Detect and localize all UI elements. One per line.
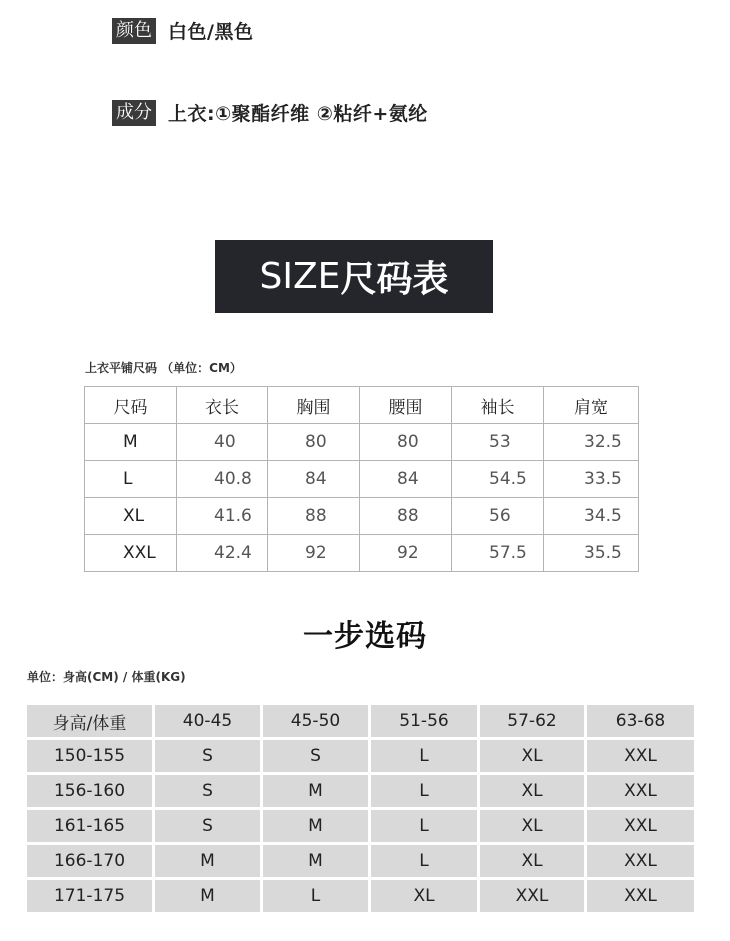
grid-cell: L — [371, 845, 477, 877]
table-cell: 53 — [452, 424, 544, 461]
table-cell: 57.5 — [452, 535, 544, 572]
table-cell: 34.5 — [544, 498, 639, 535]
grid-cell: S — [155, 740, 260, 772]
grid-cell: M — [263, 810, 368, 842]
grid-cell: XXL — [587, 740, 694, 772]
table-cell: 42.4 — [177, 535, 268, 572]
size-table-header-cell: 尺码 — [85, 387, 177, 424]
grid-cell: XXL — [587, 775, 694, 807]
grid-cell: XXL — [587, 845, 694, 877]
size-table — [84, 386, 639, 572]
table-cell: 56 — [452, 498, 544, 535]
size-table-header-cell: 肩宽 — [544, 387, 639, 424]
grid-cell: M — [263, 845, 368, 877]
table-cell: 54.5 — [452, 461, 544, 498]
grid-header-cell: 63-68 — [587, 705, 694, 737]
grid-cell: M — [155, 880, 260, 912]
grid-cell: XL — [371, 880, 477, 912]
color-tag: 颜色 — [112, 18, 156, 44]
grid-cell: XL — [480, 845, 584, 877]
grid-cell: L — [371, 775, 477, 807]
size-table-header-cell: 袖长 — [452, 387, 544, 424]
grid-cell: L — [263, 880, 368, 912]
table-row — [85, 461, 639, 498]
table-cell: 84 — [268, 461, 360, 498]
grid-cell: XXL — [587, 810, 694, 842]
table-cell: 84 — [360, 461, 452, 498]
size-label-cell: XL — [85, 498, 177, 535]
material-value: 上衣:①聚酯纤维 ②粘纤+氨纶 — [168, 103, 428, 125]
size-table-caption: 上衣平铺尺码 （单位：CM） — [85, 361, 242, 375]
table-row — [85, 424, 639, 461]
table-row — [27, 775, 694, 807]
grid-cell: L — [371, 740, 477, 772]
grid-cell: XXL — [587, 880, 694, 912]
grid-cell: XXL — [480, 880, 584, 912]
grid-row-label: 161-165 — [27, 810, 152, 842]
grid-cell: M — [263, 775, 368, 807]
size-table-header-cell: 衣长 — [177, 387, 268, 424]
table-row — [85, 535, 639, 572]
table-cell: 32.5 — [544, 424, 639, 461]
table-row — [27, 810, 694, 842]
banner-en-text: SIZE — [259, 256, 341, 297]
color-row — [112, 17, 253, 44]
size-guide-title: 一步选码 — [303, 619, 427, 654]
table-cell: 33.5 — [544, 461, 639, 498]
table-row — [27, 880, 694, 912]
table-cell: 41.6 — [177, 498, 268, 535]
grid-cell: XL — [480, 810, 584, 842]
grid-header-cell: 51-56 — [371, 705, 477, 737]
table-row — [27, 740, 694, 772]
size-label-cell: L — [85, 461, 177, 498]
grid-cell: S — [263, 740, 368, 772]
grid-row-label: 150-155 — [27, 740, 152, 772]
color-value: 白色/黑色 — [168, 21, 254, 43]
table-cell: 80 — [268, 424, 360, 461]
table-cell: 35.5 — [544, 535, 639, 572]
grid-cell: S — [155, 775, 260, 807]
banner-cn-text: 尺码表 — [340, 259, 449, 300]
size-label-cell: XXL — [85, 535, 177, 572]
table-cell: 80 — [360, 424, 452, 461]
table-row — [85, 498, 639, 535]
table-row — [27, 845, 694, 877]
grid-cell: XL — [480, 740, 584, 772]
size-guide-caption: 单位：身高(CM) / 体重(KG) — [27, 670, 186, 684]
grid-row-label: 166-170 — [27, 845, 152, 877]
material-tag: 成分 — [112, 100, 156, 126]
size-table-header-cell: 腰围 — [360, 387, 452, 424]
grid-cell: L — [371, 810, 477, 842]
grid-header-cell: 45-50 — [263, 705, 368, 737]
grid-cell: M — [155, 845, 260, 877]
grid-row-label: 171-175 — [27, 880, 152, 912]
table-cell: 92 — [268, 535, 360, 572]
grid-row-label: 156-160 — [27, 775, 152, 807]
table-cell: 88 — [268, 498, 360, 535]
size-label-cell: M — [85, 424, 177, 461]
grid-cell: S — [155, 810, 260, 842]
size-guide-grid — [27, 705, 694, 915]
table-cell: 40 — [177, 424, 268, 461]
grid-header-cell: 身高/体重 — [27, 705, 152, 737]
table-cell: 40.8 — [177, 461, 268, 498]
table-cell: 92 — [360, 535, 452, 572]
table-cell: 88 — [360, 498, 452, 535]
grid-cell: XL — [480, 775, 584, 807]
size-guide-header-row — [27, 705, 694, 737]
size-table-header-row — [85, 387, 639, 424]
grid-header-cell: 40-45 — [155, 705, 260, 737]
material-row — [112, 99, 428, 126]
size-chart-banner — [215, 240, 493, 313]
grid-header-cell: 57-62 — [480, 705, 584, 737]
size-table-header-cell: 胸围 — [268, 387, 360, 424]
